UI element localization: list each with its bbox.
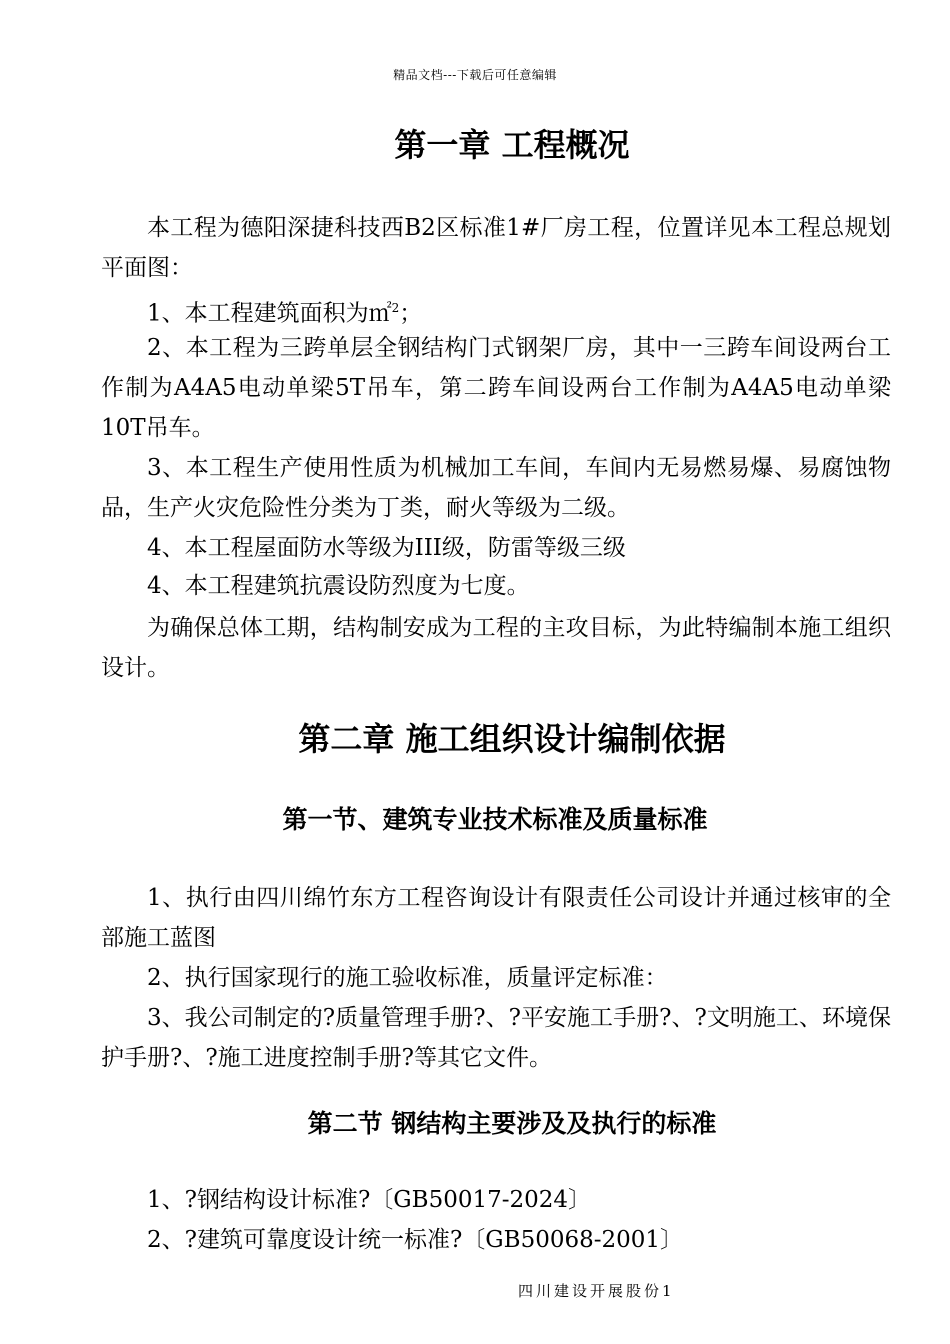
chapter-1-item-2: 2、本工程为三跨单层全钢结构门式钢架厂房，其中一三跨车间设两台工作制为A4A5电动单梁5T吊车，第二跨车间设两台工作制为A4A5电动单梁10T吊车。 [101,335,891,441]
section-1-item-1: 1、执行由四川绵竹东方工程咨询设计有限责任公司设计并通过核审的全部施工蓝图 [101,885,891,951]
section-1-item-3: 3、我公司制定的?质量管理手册?、?平安施工手册?、?文明施工、环境保护手册?、?施工进度控制手册?等其它文件。 [101,1005,891,1071]
section-1-item-2: 2、执行国家现行的施工验收标准，质量评定标准： [147,965,668,991]
chapter-1-item-4b: 4、本工程建筑抗震设防烈度为七度。 [147,573,530,599]
header-note: 精品文档---下载后可任意编辑 [393,68,557,82]
item-1-text: 1、本工程建筑面积为㎡ [147,300,392,327]
section-2-item-2: 2、?建筑可靠度设计统一标准?〔GB50068-2001〕 [147,1227,684,1253]
chapter-1-item-4a: 4、本工程屋面防水等级为III级，防雷等级三级 [147,535,626,561]
chapter-1-item-3: 3、本工程生产使用性质为机械加工车间，车间内无易燃易爆、易腐蚀物品，生产火灾危险性分类为丁类，耐火等级为二级。 [101,455,891,521]
item-1-superscript: 2 [391,301,400,315]
chapter-1-item-1 [101,288,891,334]
chapter-2-title: 第二章 施工组织设计编制依据 [298,720,726,758]
footer-note: 四川建设开展股份1 [518,1282,675,1300]
chapter-1-closing: 为确保总体工期，结构制安成为工程的主攻目标，为此特编制本施工组织设计。 [101,615,891,681]
section-2-title: 第二节 钢结构主要涉及及执行的标准 [307,1109,717,1138]
section-2-item-1: 1、?钢结构设计标准?〔GB50017-2024〕 [147,1187,592,1213]
section-1-title: 第一节、建筑专业技术标准及质量标准 [282,805,708,834]
item-1-end: ； [399,300,423,327]
chapter-1-intro: 本工程为德阳深捷科技西B2区标准1#厂房工程，位置详见本工程总规划平面图： [101,215,891,281]
chapter-1-title: 第一章 工程概况 [394,126,630,164]
